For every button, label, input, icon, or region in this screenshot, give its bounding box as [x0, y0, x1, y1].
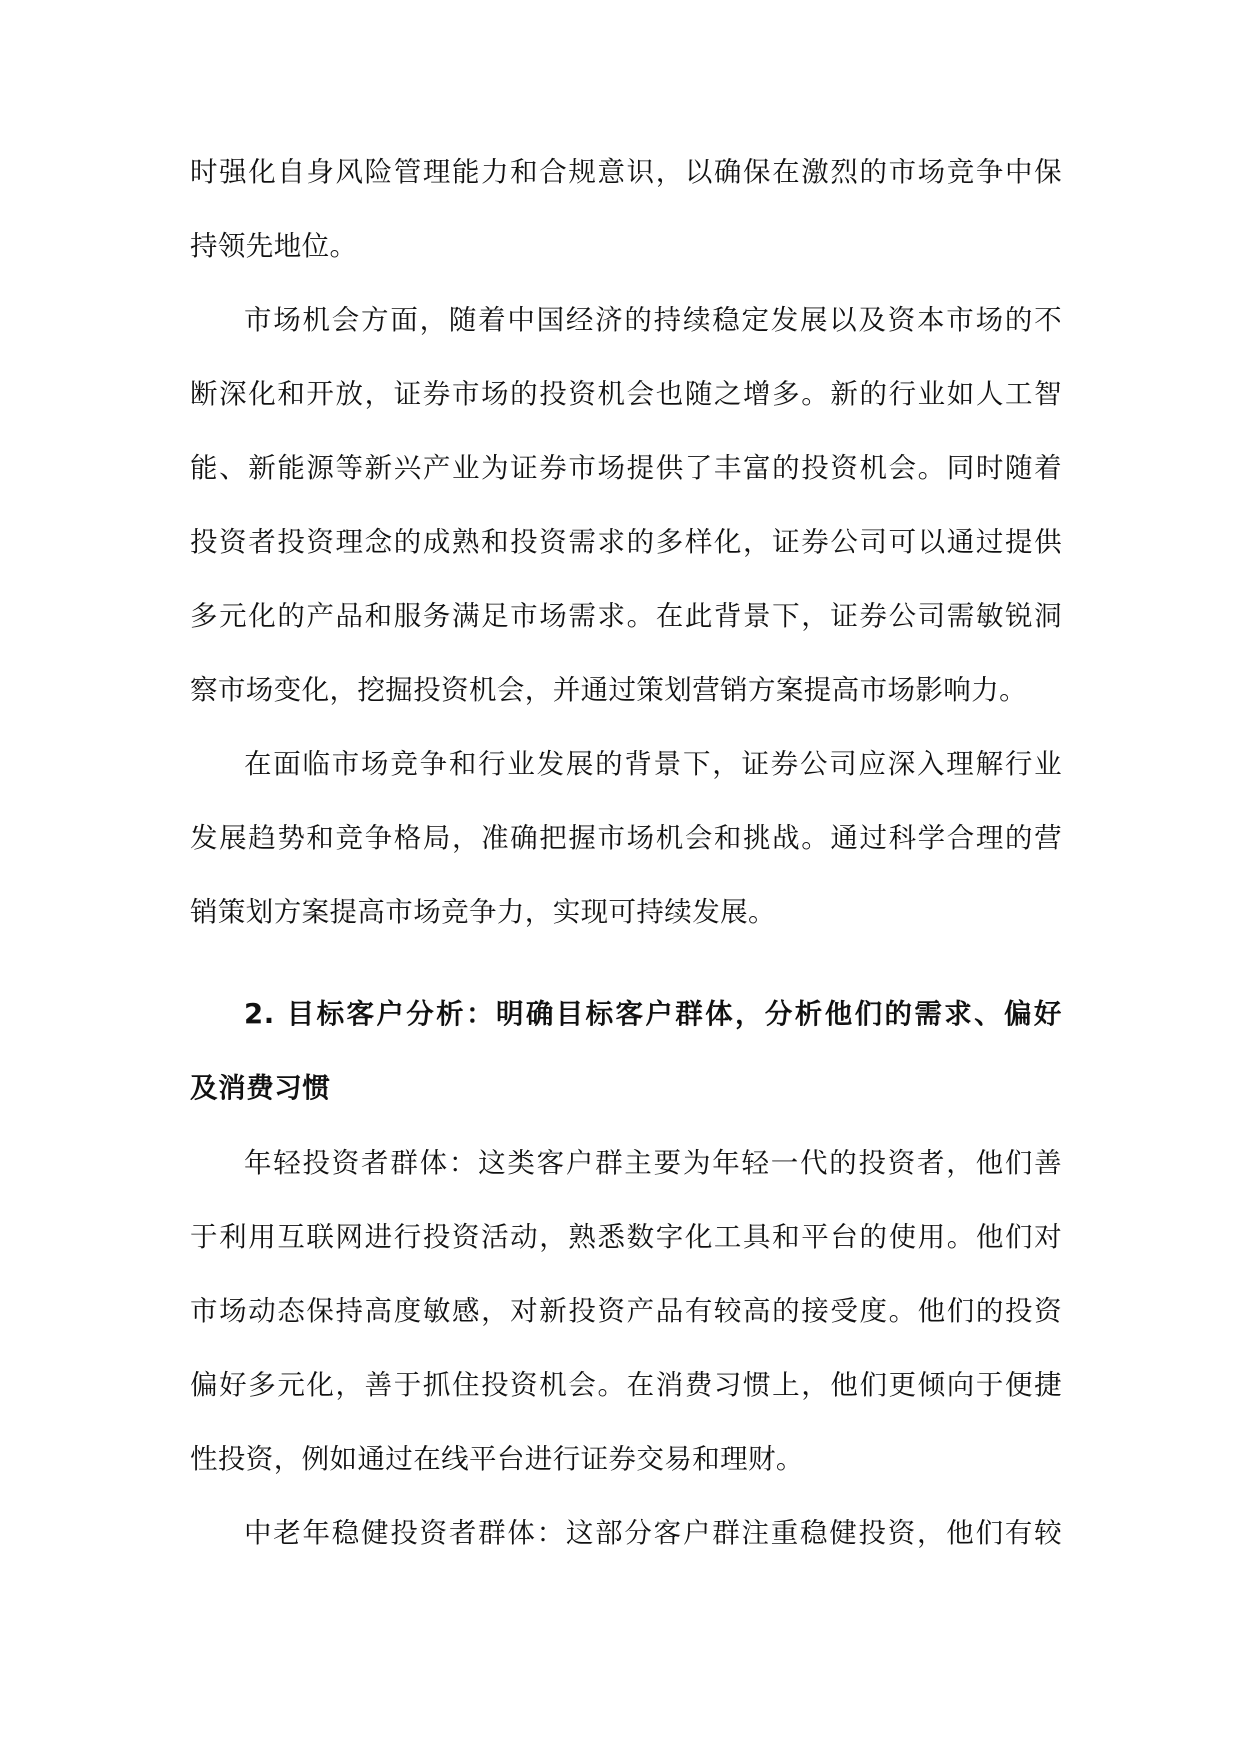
paragraph-line: 于利用互联网进行投资活动，熟悉数字化工具和平台的使用。他们对 — [190, 1221, 1062, 1253]
paragraph-line: 性投资，例如通过在线平台进行证券交易和理财。 — [190, 1443, 804, 1475]
paragraph-line: 市场机会方面，随着中国经济的持续稳定发展以及资本市场的不 — [244, 304, 1062, 336]
paragraph-line: 在面临市场竞争和行业发展的背景下，证券公司应深入理解行业 — [244, 748, 1062, 780]
paragraph-line: 偏好多元化，善于抓住投资机会。在消费习惯上，他们更倾向于便捷 — [190, 1369, 1062, 1401]
paragraph-line: 断深化和开放，证券市场的投资机会也随之增多。新的行业如人工智 — [190, 378, 1062, 410]
paragraph-line: 持领先地位。 — [190, 230, 358, 262]
paragraph-line: 年轻投资者群体：这类客户群主要为年轻一代的投资者，他们善 — [244, 1147, 1062, 1179]
paragraph-line: 销策划方案提高市场竞争力，实现可持续发展。 — [190, 896, 776, 928]
paragraph-line: 能、新能源等新兴产业为证券市场提供了丰富的投资机会。同时随着 — [190, 452, 1062, 484]
paragraph-line: 发展趋势和竞争格局，准确把握市场机会和挑战。通过科学合理的营 — [190, 822, 1062, 854]
paragraph-line: 多元化的产品和服务满足市场需求。在此背景下，证券公司需敏锐洞 — [190, 600, 1062, 632]
paragraph-line: 中老年稳健投资者群体：这部分客户群注重稳健投资，他们有较 — [244, 1517, 1062, 1549]
paragraph-line: 察市场变化，挖掘投资机会，并通过策划营销方案提高市场影响力。 — [190, 674, 1027, 706]
paragraph-line: 市场动态保持高度敏感，对新投资产品有较高的接受度。他们的投资 — [190, 1295, 1062, 1327]
paragraph-line: 时强化自身风险管理能力和合规意识，以确保在激烈的市场竞争中保 — [190, 156, 1062, 188]
section-heading: 及消费习惯 — [190, 1072, 331, 1104]
paragraph-line: 投资者投资理念的成熟和投资需求的多样化，证券公司可以通过提供 — [190, 526, 1062, 558]
section-heading: 2. 目标客户分析：明确目标客户群体，分析他们的需求、偏好 — [244, 998, 1062, 1030]
